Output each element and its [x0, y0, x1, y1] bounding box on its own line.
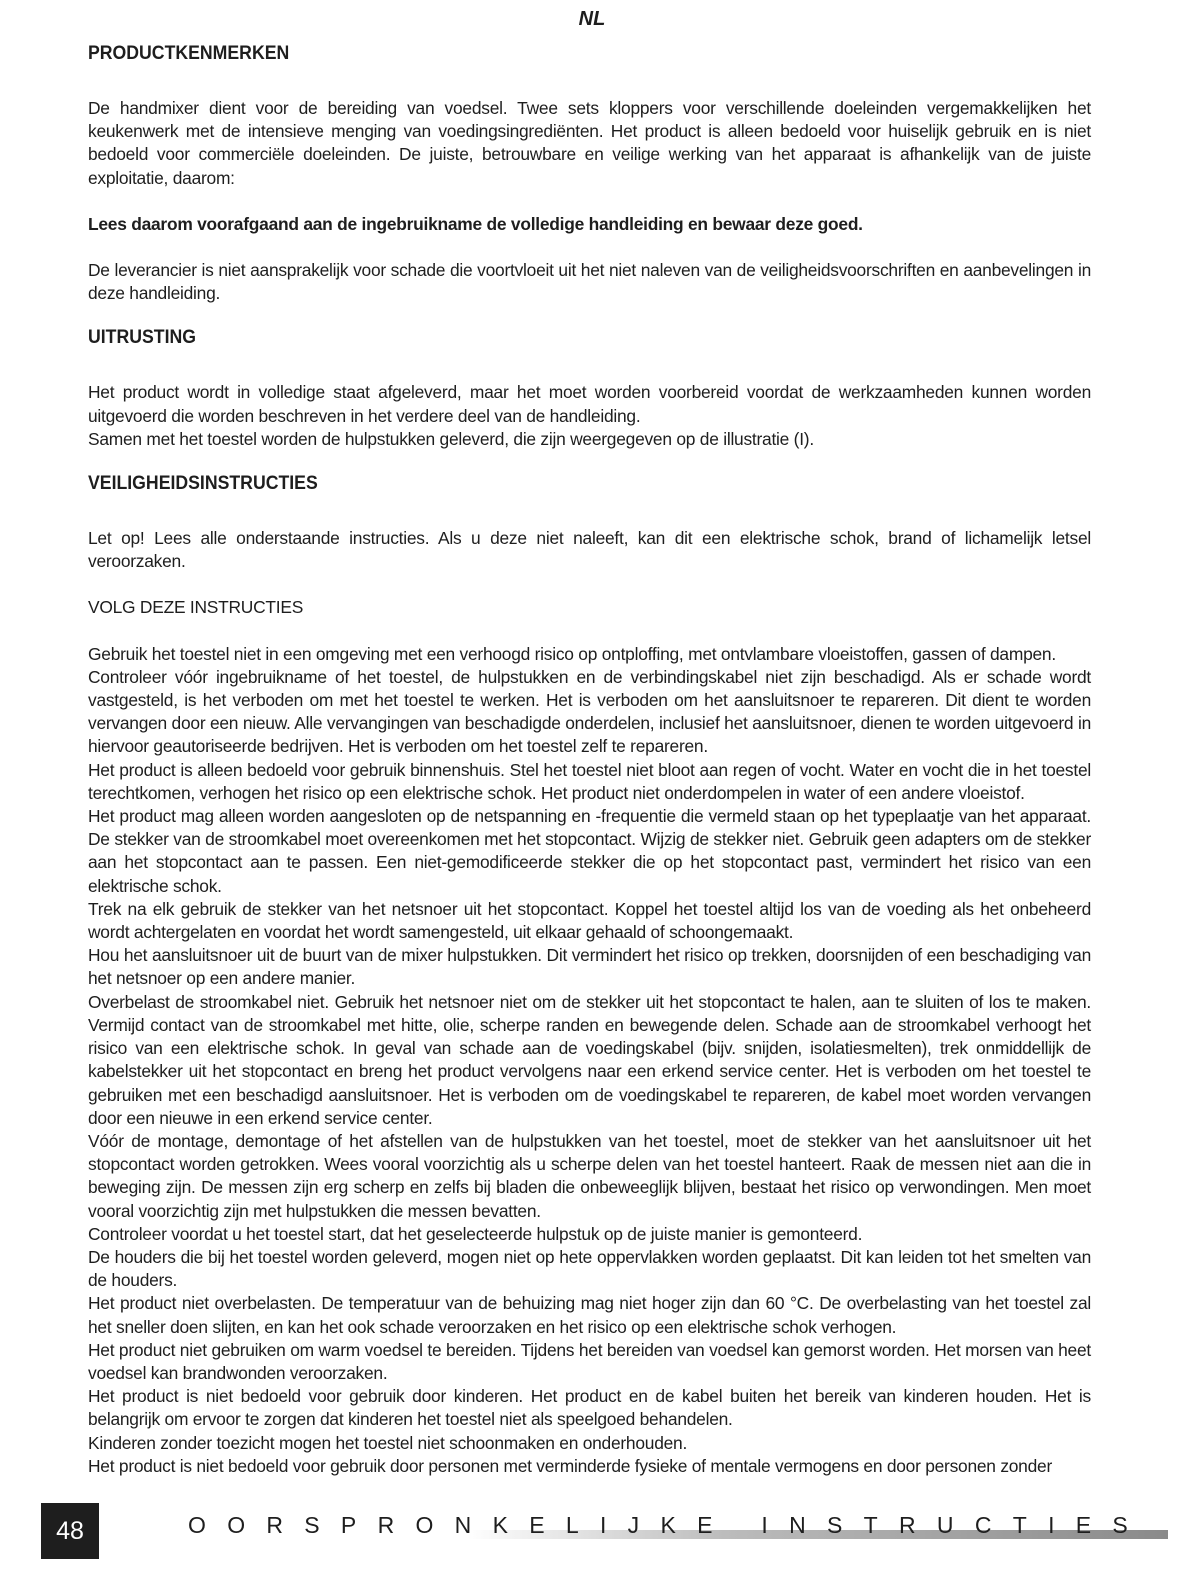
subheading-follow-instructions: VOLG DEZE INSTRUCTIES	[88, 597, 304, 618]
paragraph-liability: De leverancier is niet aansprakelijk voor schade die voortvloeit uit het niet naleven van de veiligheidsvoorschriften en aanbevelingen in deze handleiding.	[88, 260, 1091, 304]
safety-instruction-list	[88, 643, 1091, 1478]
page-body	[88, 40, 1091, 1478]
safety-instruction: Controleer vóór ingebruikname of het toestel, de hulpstukken en de verbindingskabel niet zijn beschadigd. Als er schade wordt vastgesteld, is het verboden om met het toestel te werken. Het is verboden om het aansluitsnoer te repareren. Dit dient te worden vervangen door een nieuw. Alle vervangingen van beschadigde onderdelen, inclusief het aansluitsnoer, dienen te worden uitgevoerd in hiervoor geautoriseerde bedrijven. Het is verboden om het toestel zelf te repareren.	[88, 666, 1091, 757]
safety-instruction: Het product is niet bedoeld voor gebruik door personen met verminderde fysieke of mentale vermogens en door personen zonder	[88, 1455, 1052, 1476]
safety-instruction: Gebruik het toestel niet in een omgeving met een verhoogd risico op ontploffing, met ontvlambare vloeistoffen, gassen of dampen.	[88, 643, 1056, 664]
safety-instruction: Vóór de montage, demontage of het afstellen van de hulpstukken van het toestel, moet de stekker van het aansluitsnoer uit het stopcontact worden getrokken. Wees vooral voorzichtig als u scherpe delen van het toestel hanteert. Raak de messen niet aan die in beweging zijn. De messen zijn erg scherp en zelfs bij bladen die onbeweeglijk blijven, bestaat het risico op verwondingen. Men moet vooral voorzichtig zijn met hulpstukken die messen bevatten.	[88, 1130, 1091, 1221]
safety-instruction: Het product niet overbelasten. De temperatuur van de behuizing mag niet hoger zijn dan 60 °C. De overbelasting van het toestel zal het sneller doen slijten, en kan het ook schade veroorzaken en het risico op een elektrische schok verhogen.	[88, 1293, 1091, 1337]
paragraph-read-manual: Lees daarom voorafgaand aan de ingebruikname de volledige handleiding en bewaar deze goed.	[88, 213, 863, 234]
paragraph-product-description: De handmixer dient voor de bereiding van voedsel. Twee sets kloppers voor verschillende doeleinden vergemakkelijken het keukenwerk met de intensieve menging van voedingsingrediënten. Het product is alleen bedoeld voor huiselijk gebruik en is niet bedoeld voor commerciële doeleinden. De juiste, betrouwbare en veilige werking van het apparaat is afhankelijk van de juiste exploitatie, daarom:	[88, 98, 1091, 188]
safety-instruction: Kinderen zonder toezicht mogen het toestel niet schoonmaken en onderhouden.	[88, 1432, 688, 1453]
safety-instruction: Controleer voordat u het toestel start, dat het geselecteerde hulpstuk op de juiste manier is gemonteerd.	[88, 1223, 863, 1244]
safety-instruction: Hou het aansluitsnoer uit de buurt van de mixer hulpstukken. Dit vermindert het risico op trekken, doorsnijden of een beschadiging van het netsnoer op een andere manier.	[88, 945, 1091, 989]
paragraph-accessories: Samen met het toestel worden de hulpstukken geleverd, die zijn weergegeven op de illustratie (I).	[88, 428, 814, 449]
paragraph-delivery: Het product wordt in volledige staat afgeleverd, maar het moet worden voorbereid voordat de werkzaamheden kunnen worden uitgevoerd die worden beschreven in het verdere deel van de handleiding.	[88, 382, 1091, 426]
paragraph-warning: Let op! Lees alle onderstaande instructies. Als u deze niet naleeft, kan dit een elektrische schok, brand of lichamelijk letsel veroorzaken.	[88, 528, 1091, 572]
heading-veiligheidsinstructies: VEILIGHEIDSINSTRUCTIES	[88, 473, 318, 495]
safety-instruction: Het product is niet bedoeld voor gebruik door kinderen. Het product en de kabel buiten het bereik van kinderen houden. Het is belangrijk om ervoor te zorgen dat kinderen het toestel niet als speelgoed behandelen.	[88, 1386, 1091, 1430]
safety-instruction: Overbelast de stroomkabel niet. Gebruik het netsnoer niet om de stekker uit het stopcontact te halen, aan te sluiten of los te maken. Vermijd contact van de stroomkabel met hitte, olie, scherpe randen en bewegende delen. Schade aan de stroomkabel verhoogt het risico van een elektrische schok. In geval van schade aan de voedingskabel (bijv. snijden, isolatiesmelten), trek onmiddellijk de kabelstekker uit het stopcontact en breng het product vervolgens naar een erkend service center. Het is verboden om het toestel te gebruiken met een beschadigd aansluitsnoer. Het is verboden om de voedingskabel te repareren, de kabel moet worden vervangen door een nieuwe in een erkend service center.	[88, 991, 1091, 1128]
page-number: 48	[41, 1503, 99, 1559]
language-code: NL	[578, 8, 606, 30]
safety-instruction: Het product niet gebruiken om warm voedsel te bereiden. Tijdens het bereiden van voedsel kan gemorst worden. Het morsen van heet voedsel kan brandwonden veroorzaken.	[88, 1339, 1091, 1383]
safety-instruction: Het product mag alleen worden aangesloten op de netspanning en -frequentie die vermeld staan op het typeplaatje van het apparaat. De stekker van de stroomkabel moet overeenkomen met het stopcontact. Wijzig de stekker niet. Gebruik geen adapters om de stekker aan het stopcontact aan te passen. Een niet-gemodificeerde stekker die op het stopcontact past, vermindert het risico van een elektrische schok.	[88, 806, 1091, 896]
heading-productkenmerken: PRODUCTKENMERKEN	[88, 43, 290, 64]
safety-instruction: Het product is alleen bedoeld voor gebruik binnenshuis. Stel het toestel niet bloot aan regen of vocht. Water en vocht die in het toestel terechtkomen, verhogen het risico op een elektrische schok. Het product niet onderdompelen in water of een andere vloeistof.	[88, 759, 1091, 803]
heading-uitrusting: UITRUSTING	[88, 327, 196, 349]
safety-instruction: De houders die bij het toestel worden geleverd, mogen niet op hete oppervlakken worden geplaatst. Dit kan leiden tot het smelten van de houders.	[88, 1246, 1091, 1291]
footer-label: OORSPRONKELIJKE INSTRUCTIES	[188, 1512, 1150, 1538]
safety-instruction: Trek na elk gebruik de stekker van het netsnoer uit het stopcontact. Koppel het toestel altijd los van de voeding als het onbeheerd wordt achtergelaten en voordat het wordt samengesteld, uit elkaar gehaald of schoongemaakt.	[88, 898, 1091, 943]
